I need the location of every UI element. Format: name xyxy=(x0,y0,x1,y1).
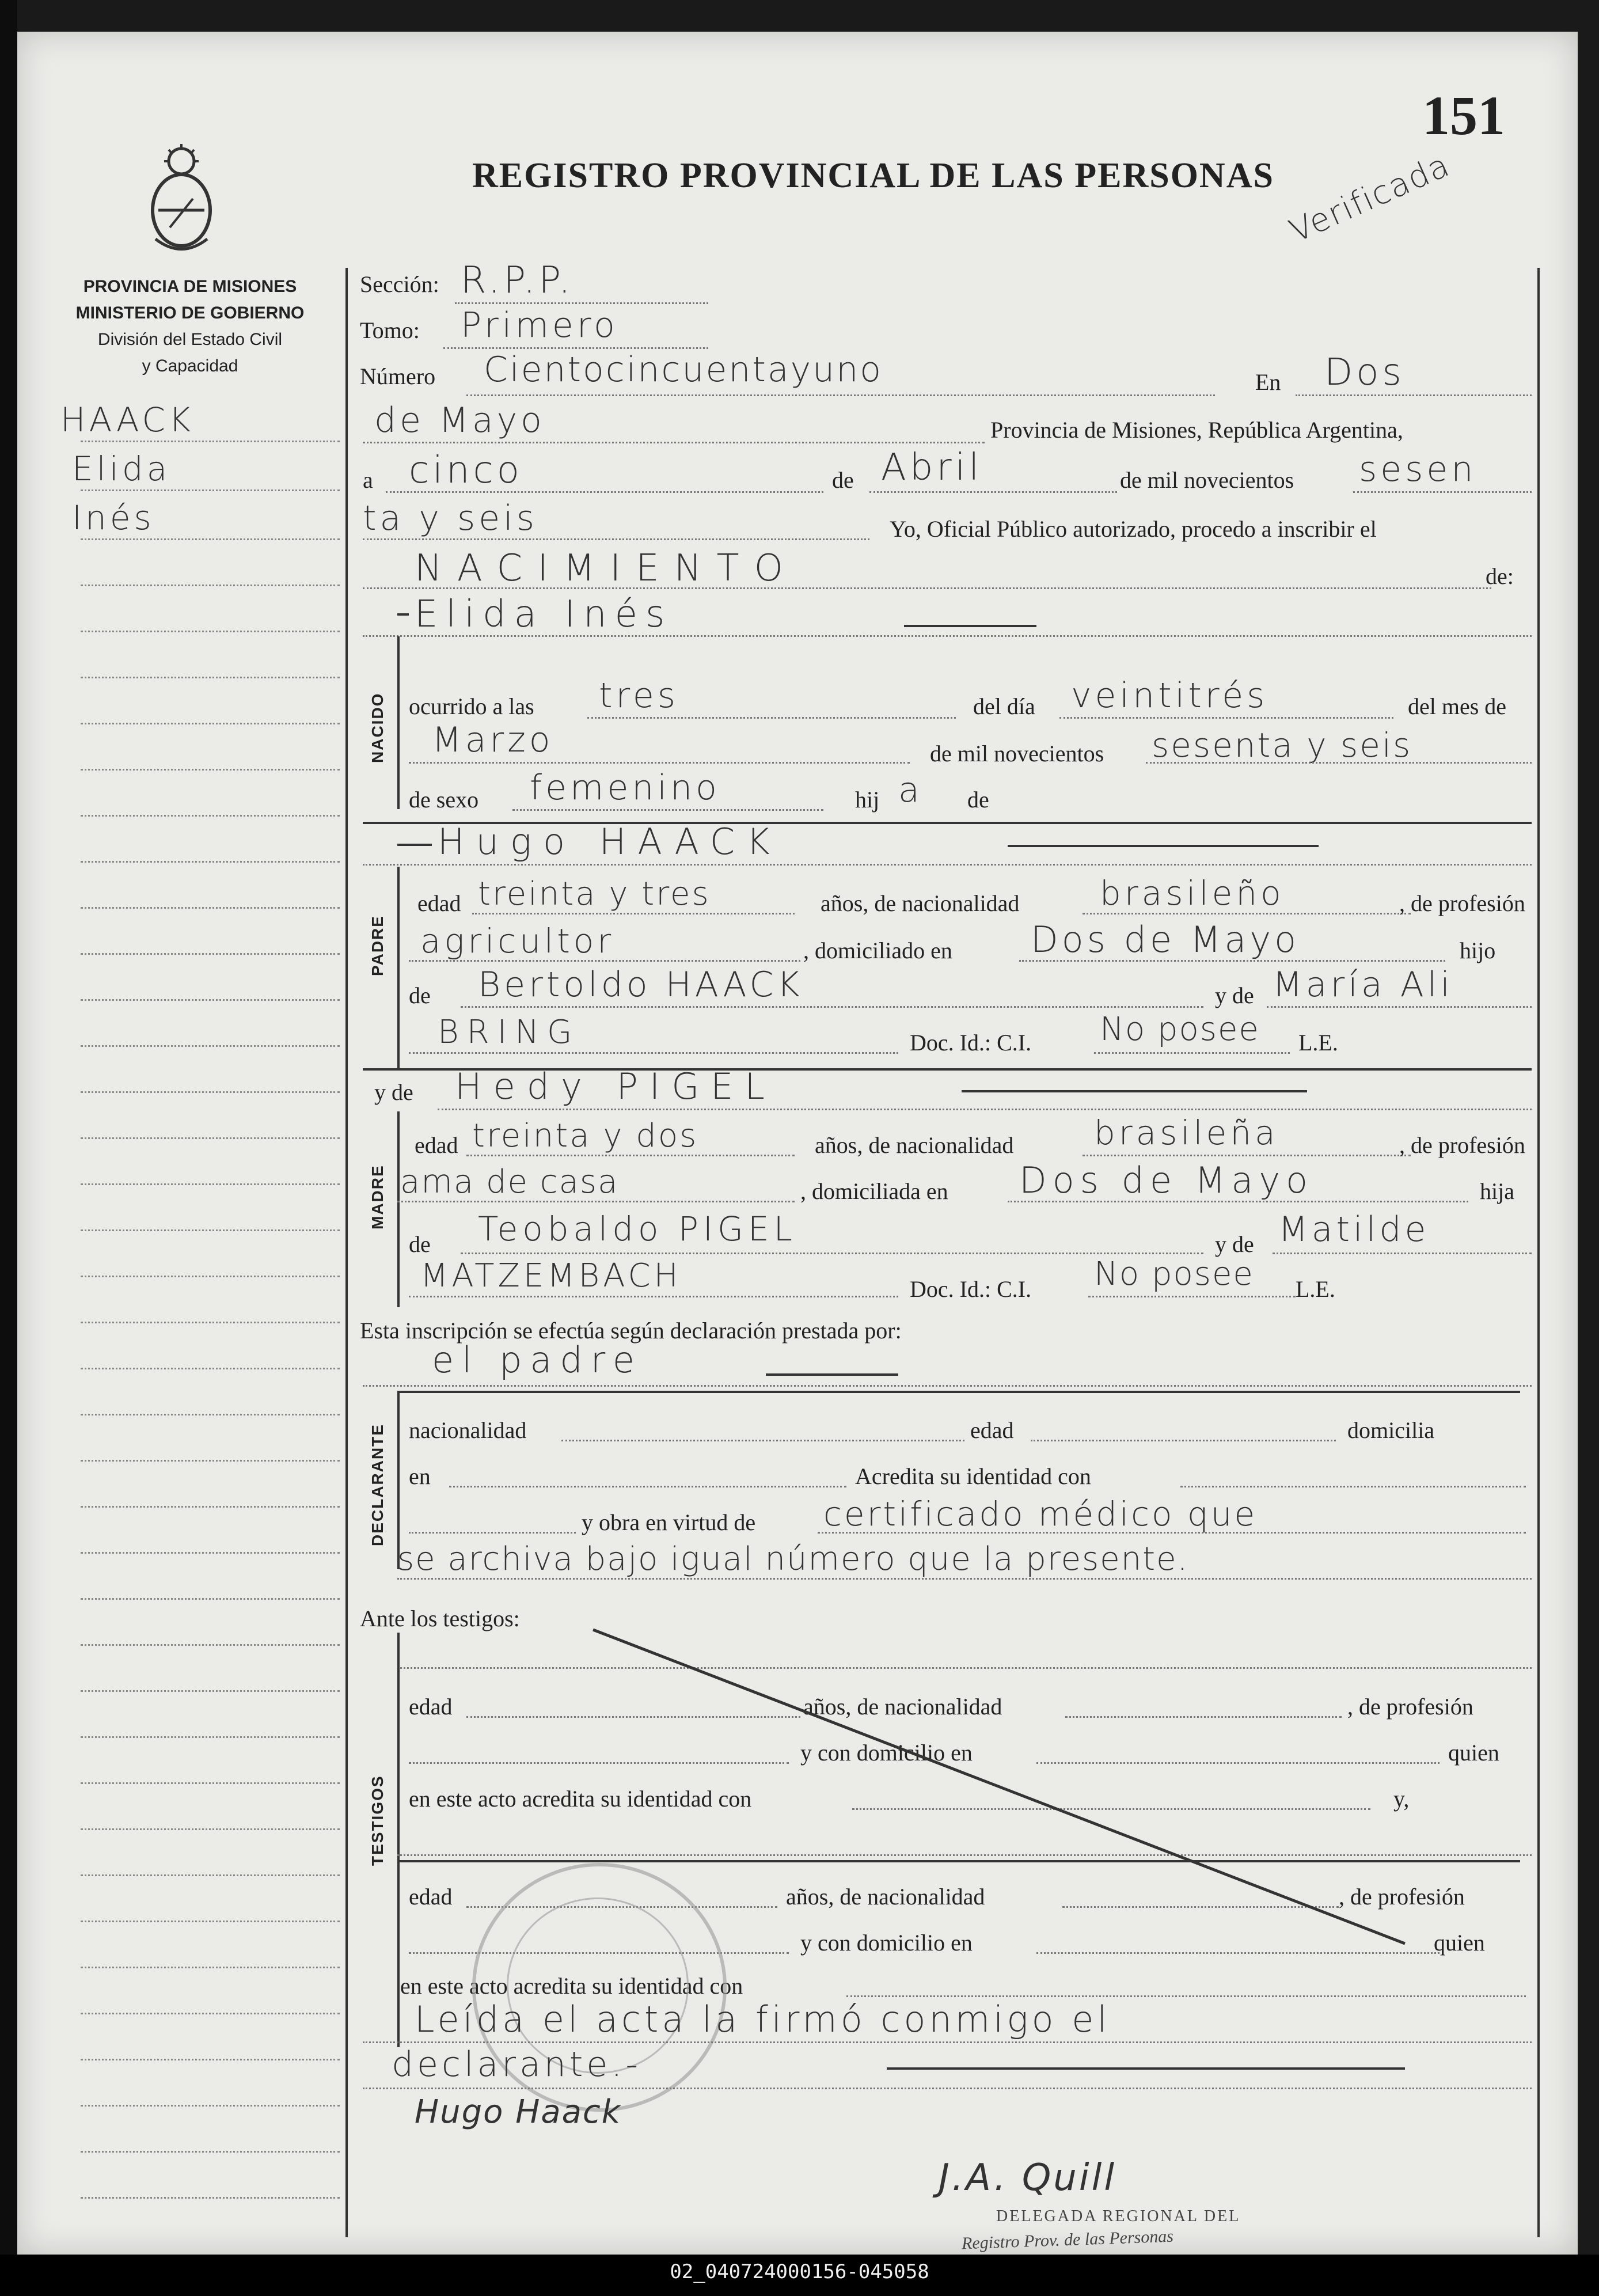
padre-edad-value: treinta y tres xyxy=(478,875,711,913)
hora-label: ocurrido a las xyxy=(409,693,534,719)
day-value: cinco xyxy=(409,449,523,492)
left-line xyxy=(81,489,340,491)
padre-de-label: de xyxy=(409,982,431,1008)
madre-bracket xyxy=(397,1111,400,1307)
dash xyxy=(397,844,432,846)
testigo2-prof-label: , de profesión xyxy=(1339,1884,1465,1910)
madre-doc-value: No posee xyxy=(1094,1255,1254,1293)
madre-nac-line xyxy=(1083,1155,1411,1156)
declarant-signature: Hugo Haack xyxy=(415,2093,622,2131)
left-line xyxy=(81,631,340,632)
left-line xyxy=(81,1552,340,1554)
left-line xyxy=(81,1137,340,1139)
left-line xyxy=(81,2151,340,2153)
left-line xyxy=(81,1598,340,1600)
declarante-obra-line-2 xyxy=(397,1578,1532,1580)
madre-madre-de-1: Matilde xyxy=(1278,1209,1430,1250)
madre-edad-value: treinta y dos xyxy=(472,1117,698,1155)
madre-nac-value: brasileña xyxy=(1094,1113,1279,1152)
dash xyxy=(1008,845,1319,847)
month-value: Abril xyxy=(881,446,983,489)
left-line xyxy=(81,723,340,724)
dash xyxy=(904,625,1036,627)
declarante-intro: Esta inscripción se efectúa según declaración prestada por: xyxy=(360,1318,902,1344)
sexo-line xyxy=(512,809,823,811)
closing-text-2: declarante.- xyxy=(392,2044,642,2085)
declarante-obra-line xyxy=(818,1532,1526,1534)
year-label: de mil novecientos xyxy=(1120,467,1294,493)
left-line xyxy=(81,1276,340,1277)
padre-dom-line xyxy=(1019,960,1445,962)
left-line xyxy=(81,1183,340,1185)
madre-le-label: L.E. xyxy=(1296,1276,1335,1302)
left-line xyxy=(81,585,340,586)
left-line xyxy=(81,1091,340,1093)
padre-prof-line xyxy=(409,960,800,962)
left-line xyxy=(81,815,340,817)
closing-line-2 xyxy=(363,2088,1532,2089)
padre-dom-value: Dos de Mayo xyxy=(1031,919,1300,961)
province-line: PROVINCIA DE MISIONES xyxy=(83,277,297,296)
left-line xyxy=(81,1874,340,1876)
padre-prof-label: , de profesión xyxy=(1399,890,1525,916)
left-line xyxy=(81,1690,340,1692)
left-line xyxy=(81,677,340,678)
section-divider xyxy=(397,1391,1520,1393)
mes-label: del mes de xyxy=(1408,693,1507,719)
declarante-edad-line xyxy=(1031,1440,1336,1441)
testigo1-quien-label: quien xyxy=(1448,1740,1499,1766)
ministry-block xyxy=(69,274,311,379)
left-line xyxy=(81,1229,340,1231)
left-line xyxy=(81,1736,340,1738)
testigo1-acto-label: en este acto acredita su identidad con xyxy=(409,1786,752,1812)
mes-line xyxy=(409,762,910,764)
frame-right-rule xyxy=(1537,268,1540,2237)
left-given-name-2: Inés xyxy=(72,498,155,537)
dash xyxy=(887,2067,1405,2070)
declarante-acredita-label: Acredita su identidad con xyxy=(855,1463,1091,1489)
year-value-1: sesen xyxy=(1359,449,1477,489)
left-line xyxy=(81,2059,340,2060)
madre-madre-line xyxy=(1273,1253,1532,1254)
declarante-obra-label: y obra en virtud de xyxy=(582,1509,756,1535)
division-line: División del Estado Civil xyxy=(97,330,283,349)
seccion-value: R.P.P. xyxy=(461,259,574,302)
padre-y-de-label: y de xyxy=(1215,982,1254,1008)
hora-value: tres xyxy=(599,675,679,716)
declarante-obra-value-2: se archiva bajo igual número que la presente. xyxy=(397,1540,1189,1578)
nacido-bracket xyxy=(397,636,400,809)
padre-nac-value: brasileño xyxy=(1100,874,1285,913)
left-line xyxy=(81,861,340,863)
place-value: de Mayo xyxy=(374,400,545,441)
madre-dom-label: , domiciliada en xyxy=(800,1178,948,1204)
madre-doc-label: Doc. Id.: C.I. xyxy=(910,1276,1032,1302)
madre-dom-line xyxy=(1008,1201,1468,1202)
testigo2-acto-line xyxy=(846,1995,1526,1997)
testigo1-dom-label: y con domicilio en xyxy=(800,1740,973,1766)
left-given-name-1: Elida xyxy=(72,449,171,488)
madre-name: Hedy PIGEL xyxy=(455,1065,776,1107)
left-line xyxy=(81,1506,340,1508)
padre-madre-line xyxy=(1267,1006,1532,1008)
declarante-obra-value-1: certificado médico que xyxy=(823,1494,1258,1534)
left-line xyxy=(81,538,340,540)
left-line xyxy=(81,1921,340,1922)
testigo2-quien-label: quien xyxy=(1434,1930,1485,1956)
padre-section-label: PADRE xyxy=(369,915,386,976)
declarante-obra-pre-line xyxy=(409,1532,576,1534)
hij-value: a xyxy=(898,770,923,810)
cancellation-stroke xyxy=(582,1621,1416,1955)
padre-doc-label: Doc. Id.: C.I. xyxy=(910,1030,1032,1056)
declarante-en-label: en xyxy=(409,1463,431,1489)
madre-madre-line-2 xyxy=(409,1296,898,1297)
padre-name-line xyxy=(363,864,1532,866)
left-line xyxy=(81,953,340,955)
padre-madre-de-2: BRING xyxy=(438,1014,580,1051)
left-line xyxy=(81,2197,340,2199)
padre-nac-line xyxy=(1083,913,1411,914)
declarante-nac-line xyxy=(561,1440,964,1441)
year-line xyxy=(1353,491,1532,493)
testigo2-acto-label: en este acto acredita su identidad con xyxy=(400,1973,743,1999)
left-line xyxy=(81,1967,340,1968)
padre-bracket xyxy=(397,867,400,1068)
testigo1-nac-label: años, de nacionalidad xyxy=(803,1694,1002,1720)
frame-left-rule xyxy=(345,268,348,2237)
tomo-label: Tomo: xyxy=(360,317,420,343)
madre-y-de: y de xyxy=(374,1079,413,1105)
acto-line xyxy=(363,587,1491,589)
acto-value: NACIMIENTO xyxy=(415,547,798,590)
hora-line xyxy=(587,717,956,719)
document-title: REGISTRO PROVINCIAL DE LAS PERSONAS xyxy=(472,156,1274,195)
padre-padre-line xyxy=(461,1006,1203,1008)
madre-nac-label: años, de nacionalidad xyxy=(815,1132,1014,1158)
de-colon: de: xyxy=(1486,563,1514,589)
left-surname: HAACK xyxy=(60,400,195,439)
madre-doc-line xyxy=(1088,1296,1296,1297)
dia-label: del día xyxy=(973,693,1035,719)
coat-of-arms-icon xyxy=(147,141,216,256)
declarante-acredita-line xyxy=(1180,1486,1526,1487)
testigo1-prof-label: , de profesión xyxy=(1347,1694,1473,1720)
register-page xyxy=(17,32,1578,2255)
padre-doc-line xyxy=(1094,1052,1290,1054)
testigo2-edad-label: edad xyxy=(409,1884,453,1910)
left-line xyxy=(81,1782,340,1784)
en-value: Dos xyxy=(1324,351,1405,394)
testigo2-dom-label: y con domicilio en xyxy=(800,1930,973,1956)
en-line xyxy=(1296,394,1532,396)
madre-de-label: de xyxy=(409,1231,431,1257)
testigo1-y-label: y, xyxy=(1393,1786,1410,1812)
seccion-label: Sección: xyxy=(360,271,439,297)
declarante-edad-label: edad xyxy=(970,1417,1014,1443)
declarante-nac-label: nacionalidad xyxy=(409,1417,527,1443)
dia-line xyxy=(1059,717,1393,719)
provincia-text: Provincia de Misiones, República Argentina, xyxy=(990,417,1403,443)
declarante-section-label: DECLARANTE xyxy=(369,1424,386,1546)
left-line xyxy=(81,1414,340,1415)
official-title-2: Registro Prov. de las Personas xyxy=(961,2226,1174,2253)
en-label: En xyxy=(1255,369,1281,395)
padre-hijo-label: hijo xyxy=(1460,938,1496,963)
nacido-section-label: NACIDO xyxy=(369,692,386,763)
declarante-line xyxy=(363,1385,1532,1387)
child-name-line xyxy=(363,635,1532,637)
capacity-line: y Capacidad xyxy=(142,356,238,375)
a-label: a xyxy=(363,467,373,493)
padre-name: Hugo HAACK xyxy=(438,821,781,863)
madre-section-label: MADRE xyxy=(369,1164,386,1229)
padre-edad-line xyxy=(472,913,795,914)
testigo2-nac-label: años, de nacionalidad xyxy=(786,1884,985,1910)
margin-note: Verificada xyxy=(1284,146,1456,251)
left-line xyxy=(81,999,340,1001)
year-value-2: ta y seis xyxy=(363,498,538,538)
mes-value: Marzo xyxy=(432,720,554,760)
testigos-intro: Ante los testigos: xyxy=(360,1606,520,1631)
closing-text-1: Leída el acta la firmó conmigo el xyxy=(415,1998,1111,2040)
page-binding xyxy=(0,0,17,2296)
place-line xyxy=(363,442,985,443)
ministry-line: MINISTERIO DE GOBIERNO xyxy=(75,303,305,322)
seccion-line xyxy=(455,302,708,304)
sexo-value: femenino xyxy=(530,768,720,808)
padre-nac-label: años, de nacionalidad xyxy=(821,890,1020,916)
padre-doc-value: No posee xyxy=(1100,1011,1260,1048)
madre-dom-value: Dos de Mayo xyxy=(1019,1159,1314,1201)
madre-prof-label: , de profesión xyxy=(1399,1132,1525,1158)
madre-name-line xyxy=(438,1109,1532,1110)
padre-madre-line-2 xyxy=(409,1052,898,1054)
left-line xyxy=(81,1322,340,1323)
image-code: 02_040724000156-045058 xyxy=(670,2260,929,2283)
madre-hija-label: hija xyxy=(1480,1178,1514,1204)
madre-padre-de: Teobaldo PIGEL xyxy=(478,1209,797,1248)
tomo-line xyxy=(443,347,708,349)
closing-line-1 xyxy=(363,2041,1532,2043)
folio-number: 151 xyxy=(1422,85,1505,146)
testigo1-edad-label: edad xyxy=(409,1694,453,1720)
madre-edad-line xyxy=(466,1155,795,1156)
padre-padre-de: Bertoldo HAACK xyxy=(478,965,803,1005)
testigos-bracket xyxy=(397,1633,400,2047)
dash xyxy=(766,1373,898,1376)
left-line xyxy=(81,1368,340,1369)
padre-le-label: L.E. xyxy=(1298,1030,1338,1056)
left-line xyxy=(81,1045,340,1047)
numero-line xyxy=(466,394,1215,396)
madre-padre-line xyxy=(461,1253,1203,1254)
numero-value: Cientocincuentayuno xyxy=(484,350,883,390)
official-title-1: DELEGADA REGIONAL DEL xyxy=(996,2207,1241,2225)
madre-madre-de-2: MATZEMBACH xyxy=(420,1257,682,1295)
month-line xyxy=(869,491,1117,493)
dash xyxy=(962,1090,1307,1092)
left-line xyxy=(81,769,340,771)
left-line xyxy=(81,2013,340,2014)
left-line xyxy=(81,1828,340,1830)
madre-prof-line xyxy=(397,1201,795,1202)
madre-prof-value: ama de casa xyxy=(400,1163,619,1201)
madre-edad-label: edad xyxy=(415,1132,458,1158)
testigos-section-label: TESTIGOS xyxy=(369,1775,386,1866)
image-footer-bar xyxy=(0,2255,1599,2296)
de-label: de xyxy=(832,467,854,493)
declarante-en-line xyxy=(449,1486,846,1487)
numero-label: Número xyxy=(360,363,436,389)
tomo-value: Primero xyxy=(461,305,618,346)
padre-edad-label: edad xyxy=(417,890,461,916)
declarante-value: el padre xyxy=(432,1339,643,1381)
hij-label: hij xyxy=(855,787,880,813)
padre-madre-de-1: María Ali xyxy=(1273,965,1454,1005)
left-line xyxy=(81,1460,340,1462)
anio-line xyxy=(1146,762,1532,764)
left-line xyxy=(81,1644,340,1646)
dash xyxy=(397,613,409,616)
madre-y-de-label: y de xyxy=(1215,1231,1254,1257)
day-line xyxy=(386,491,823,493)
sexo-label: de sexo xyxy=(409,787,479,813)
anio-label: de mil novecientos xyxy=(930,741,1104,766)
dia-value: veintitrés xyxy=(1071,675,1268,716)
declarante-domicilia-label: domicilia xyxy=(1347,1417,1435,1443)
year-line-2 xyxy=(363,538,869,540)
padre-prof-value: agricultor xyxy=(420,921,615,961)
official-signature: J.A. Quill xyxy=(939,2157,1117,2199)
left-line xyxy=(81,907,340,909)
nacido-de-label: de xyxy=(967,787,989,813)
left-line xyxy=(81,441,340,442)
anio-value: sesenta y seis xyxy=(1152,726,1412,765)
oficial-text: Yo, Oficial Público autorizado, procedo a inscribir el xyxy=(890,516,1377,542)
child-name-value: Elida Inés xyxy=(415,593,673,636)
padre-dom-label: , domiciliado en xyxy=(803,938,952,963)
left-line xyxy=(81,2105,340,2107)
